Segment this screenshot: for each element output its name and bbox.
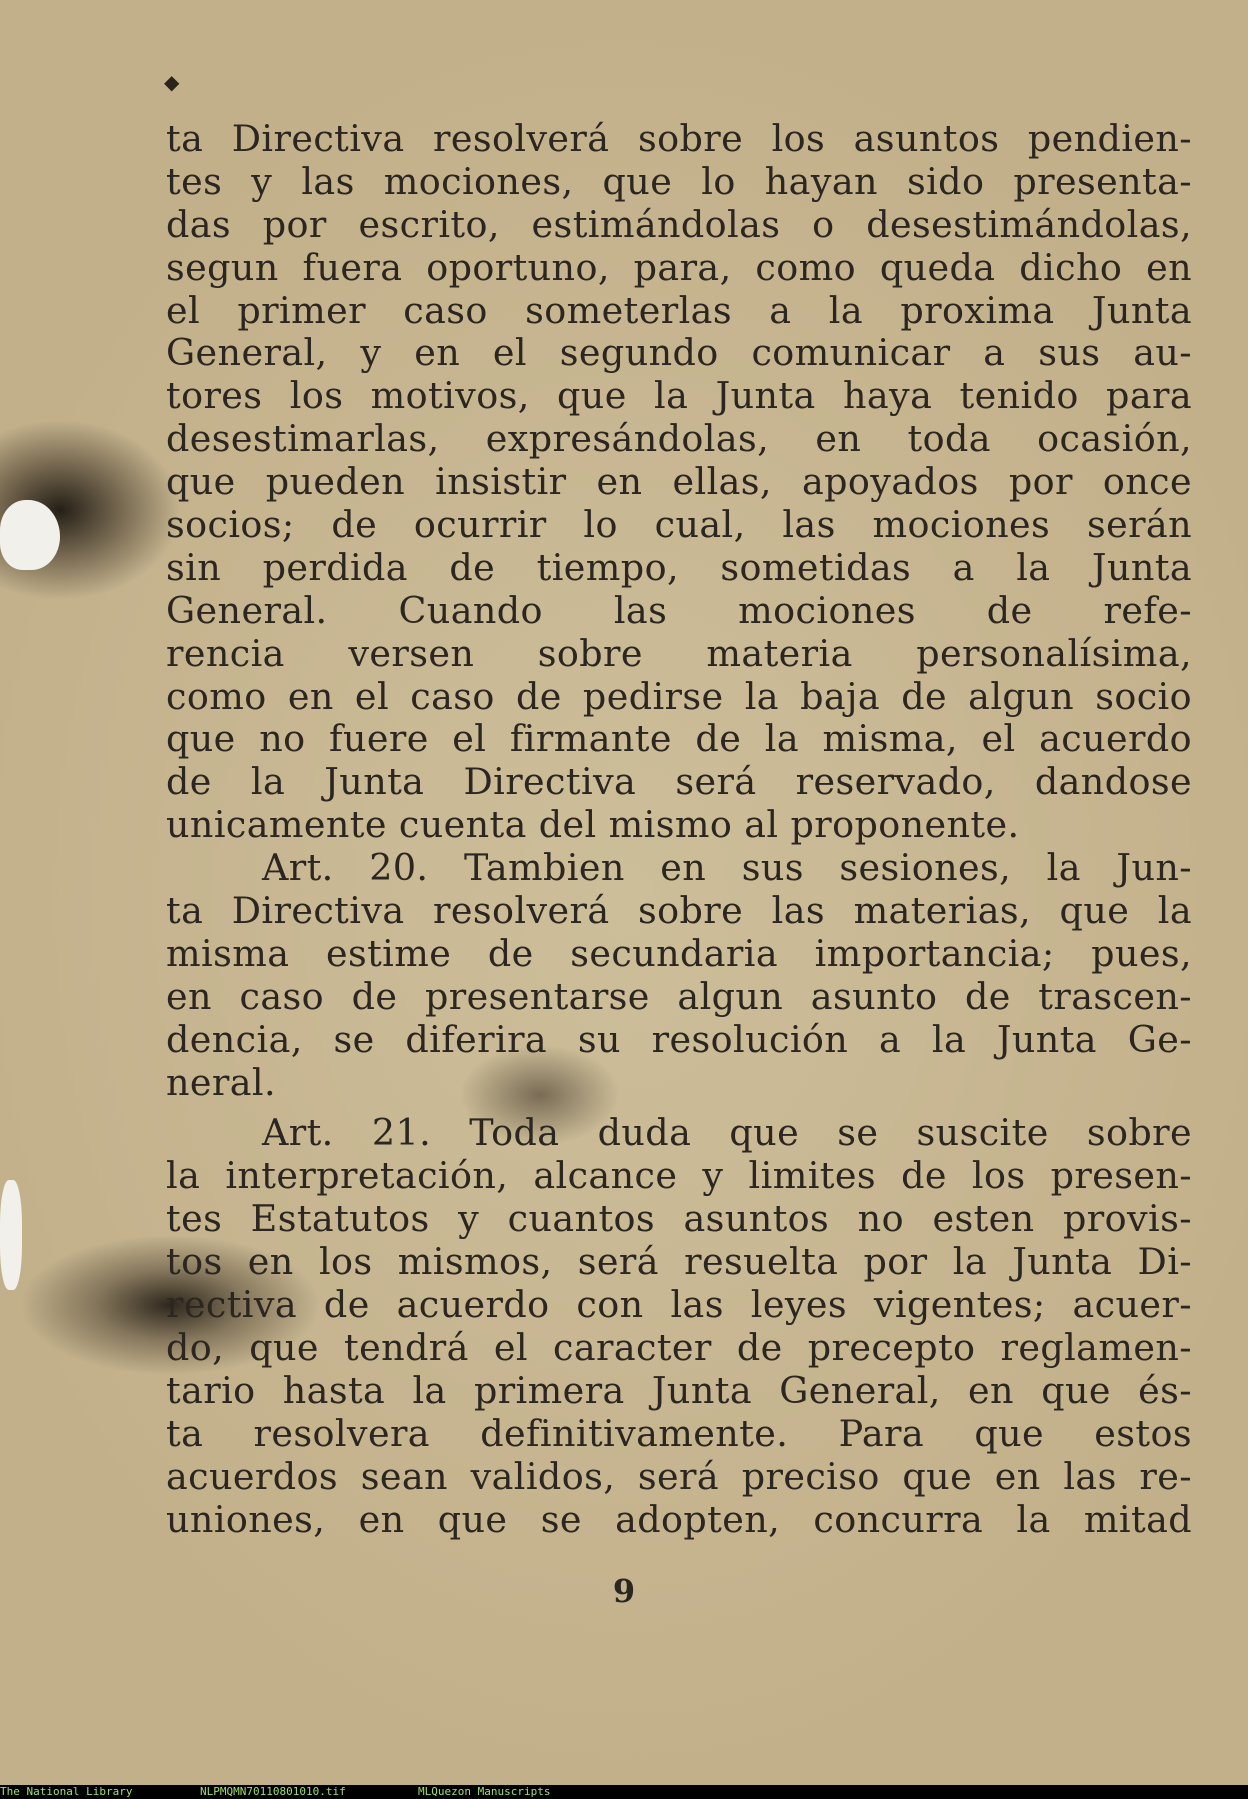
text-line: el primer caso someterlas a la proxima Junta (166, 288, 1192, 332)
text-line: ta Directiva resolverá sobre los asuntos pendien- (166, 117, 1192, 160)
text-line: tes y las mociones, que lo hayan sido presenta- (166, 159, 1192, 203)
text-line: socios; de ocurrir lo cual, las mociones serán (166, 503, 1192, 547)
text-line: como en el caso de pedirse la baja de algun socio (166, 674, 1192, 718)
text-line: misma estime de secundaria importancia; pues, (166, 931, 1192, 975)
text-line: Art. 21. Toda duda que se suscite sobre (262, 1111, 1192, 1155)
text-line: tores los motivos, que la Junta haya tenido para (166, 374, 1192, 418)
text-line: tes Estatutos y cuantos asuntos no esten provis- (166, 1197, 1192, 1241)
text-line: dencia, se diferira su resolución a la Junta Ge- (166, 1017, 1192, 1061)
text-line: ta Directiva resolverá sobre las materias, que la (166, 889, 1192, 933)
scan-footer (0, 1785, 1248, 1799)
text-line: General. Cuando las mociones de refe- (166, 588, 1192, 632)
paragraph-2 (166, 847, 1192, 1104)
text-line: en caso de presentarse algun asunto de trascen- (166, 974, 1192, 1018)
text-line: tario hasta la primera Junta General, en que és- (166, 1368, 1192, 1412)
footer-filename: NLPMQMN70110801010.tif (200, 1785, 346, 1798)
page-number: 9 (612, 1572, 636, 1610)
burn-hole (0, 1180, 22, 1290)
burn-hole (0, 500, 60, 570)
text-line: do, que tendrá el caracter de precepto reglamen- (166, 1325, 1192, 1369)
text-line: neral. (166, 1060, 276, 1104)
text-line: tos en los mismos, será resuelta por la Junta Di- (166, 1240, 1192, 1284)
text-line: desestimarlas, expresándolas, en toda ocasión, (166, 417, 1192, 461)
text-line: que no fuere el firmante de la misma, el acuerdo (166, 717, 1192, 761)
text-line: segun fuera oportuno, para, como queda dicho en (166, 245, 1192, 289)
text-line: uniones, en que se adopten, concurra la mitad (166, 1497, 1192, 1541)
text-line: sin perdida de tiempo, sometidas a la Junta (166, 545, 1192, 589)
text-line: de la Junta Directiva será reservado, dandose (166, 760, 1192, 804)
text-line: unicamente cuenta del mismo al proponente. (166, 803, 1020, 847)
text-line: rencia versen sobre materia personalísima, (166, 631, 1192, 675)
text-line: ta resolvera definitivamente. Para que estos (166, 1411, 1192, 1455)
text-line: la interpretación, alcance y limites de los presen- (166, 1154, 1192, 1198)
footer-collection: MLQuezon Manuscripts (418, 1785, 551, 1798)
paragraph-3 (166, 1112, 1192, 1541)
text-line: que pueden insistir en ellas, apoyados por once (166, 460, 1192, 504)
text-line: General, y en el segundo comunicar a sus au- (166, 331, 1192, 375)
text-line: acuerdos sean validos, será preciso que en las re- (166, 1454, 1192, 1498)
body-text (166, 118, 1192, 1541)
text-line: rectiva de acuerdo con las leyes vigentes; acuer- (166, 1283, 1192, 1327)
margin-mark: ◆ (164, 70, 180, 94)
text-line: Art. 20. Tambien en sus sesiones, la Jun- (262, 846, 1192, 890)
footer-library: The National Library (0, 1785, 133, 1798)
paragraph-1 (166, 118, 1192, 847)
text-line: das por escrito, estimándolas o desestimándolas, (166, 202, 1192, 246)
